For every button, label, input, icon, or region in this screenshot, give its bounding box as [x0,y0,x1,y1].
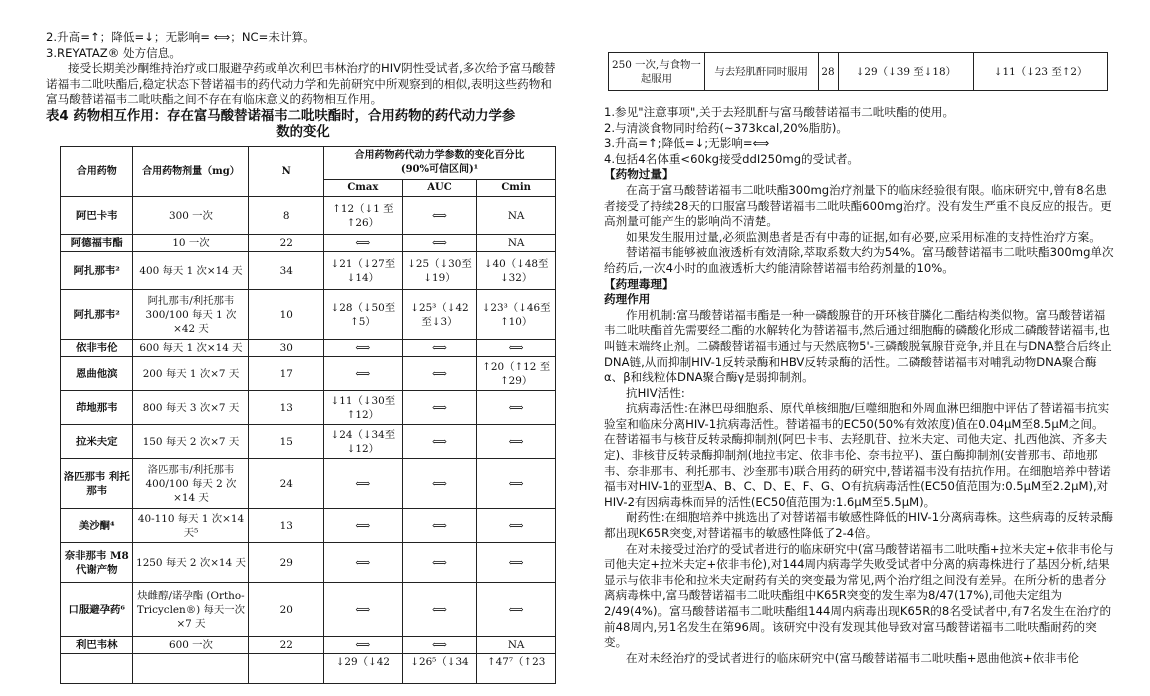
cell-drug: 阿德福韦酯 [61,235,133,252]
cell-cutoff-1 [133,654,249,684]
cell-dose: 600 每天 1 次×14 天 [133,340,249,357]
cell-drug: 阿扎那韦² [61,290,133,340]
cell-cmin: ↓40（↓48至↓32） [477,252,556,290]
cell-auc: ⟺ [402,197,477,235]
cell-n: 22 [249,235,324,252]
cell-cmin: ⟺ [477,459,556,509]
cell-auc: ↓25³（↓42 至↓3） [402,290,477,340]
header-cmin: Cmin [477,180,556,197]
cell-n: 29 [249,543,324,583]
right-paragraph: 抗HIV活性: [626,385,685,400]
cell-cutoff-4: ↓26⁵（↓34 [402,654,477,684]
right-paragraph: 2.与清淡食物同时给药(~373kcal,20%脂肪)。 [604,120,848,135]
cell-dose: 300 一次 [133,197,249,235]
header-auc: AUC [402,180,477,197]
interaction-table-continued [608,52,1108,91]
header-change [324,147,556,180]
table-row [61,543,556,583]
table-row [61,197,556,235]
cell-drug: 利巴韦林 [61,637,133,654]
right-paragraph: 【药理毒理】 [604,276,674,291]
header-ci-text: (90%可信区间)¹ [400,164,479,175]
right-paragraph: 耐药性:在细胞培养中挑选出了对替诺福韦敏感性降低的HIV-1分离病毒株。这些病毒的反转录酶都出现K65R突变,对替诺福韦的敏感性降低了2-4倍。 [604,510,1114,541]
cell-dose: 洛匹那韦/利托那韦 400/100 每天 2 次×14 天 [133,459,249,509]
cell-n: 15 [249,425,324,459]
cont-n: 28 [818,53,838,91]
cell-n: 24 [249,459,324,509]
right-text-block [604,105,1114,666]
cell-dose: 炔雌醇/诺孕酯 (Ortho-Tricyclen®) 每天一次×7 天 [133,583,249,637]
cell-auc: ⟺ [402,357,477,391]
cell-cmax: ⟺ [324,459,403,509]
table-4-title-line1: 表4 药物相互作用：存在富马酸替诺福韦二吡呋酯时，合用药物的药代动力学参 [46,108,516,124]
cell-n: 8 [249,197,324,235]
cell-cutoff-0 [61,654,133,684]
header-dose: 合用药物剂量（mg） [133,147,249,197]
cell-auc: ⟺ [402,235,477,252]
cell-cmin: ⟺ [477,543,556,583]
cell-n: 30 [249,340,324,357]
cell-cmin: ⟺ [477,391,556,425]
cell-cmax: ⟺ [324,543,403,583]
cell-cutoff-3: ↓29（↓42 [324,654,403,684]
cell-cmin: ⟺ [477,583,556,637]
cell-cmin: ↓23³（↓46至↑10） [477,290,556,340]
cell-cutoff-5: ↑47⁷（↑23 [477,654,556,684]
cell-drug: 阿扎那韦² [61,252,133,290]
cell-dose: 600 一次 [133,637,249,654]
table-4-title-line2: 数的变化 [276,124,330,140]
cell-dose: 400 每天 1 次×14 天 [133,252,249,290]
table-row [61,340,556,357]
cell-n: 13 [249,509,324,543]
cell-cmin: ↑20（↑12 至↑29） [477,357,556,391]
note-2: 2.升高=↑；降低=↓；无影响= ⟺；NC=未计算。 [46,30,315,44]
cell-cmax: ⟺ [324,357,403,391]
cell-auc: ⟺ [402,543,477,583]
cell-drug: 口服避孕药⁶ [61,583,133,637]
cell-drug: 洛匹那韦 利托那韦 [61,459,133,509]
table-row [61,235,556,252]
table-row [61,290,556,340]
table-row [61,509,556,543]
cell-dose: 10 一次 [133,235,249,252]
header-change-text: 合用药物药代动力学参数的变化百分比 [354,150,525,161]
table-row-cutoff [61,654,556,684]
cell-cmin: ⟺ [477,425,556,459]
cell-drug: 阿巴卡韦 [61,197,133,235]
table-row [61,637,556,654]
cell-cmin: NA [477,197,556,235]
cell-cmax: ↓24（↓34至↓12） [324,425,403,459]
cell-drug: 茚地那韦 [61,391,133,425]
cell-cmax: ↓21（↓27至↓14） [324,252,403,290]
cell-cmin: NA [477,637,556,654]
cell-auc: ⟺ [402,583,477,637]
cell-n: 34 [249,252,324,290]
right-paragraph: 抗病毒活性:在淋巴母细胞系、原代单核细胞/巨噬细胞和外周血淋巴细胞中评估了替诺福韦抗实验室和临床分离HIV-1抗病毒活性。替诺福韦的EC50(50%有效浓度)值在0.04μM至8.5μM之间。在替诺福韦与核苷反转录酶抑制剂(阿巴卡韦、去羟肌苷、拉米夫定、司他夫定、扎西他滨、齐多夫定)、非核苷反转录酶抑制剂(地拉韦定、依非韦伦、奈韦拉平)、蛋白酶抑制剂(安普那韦、茚地那韦、奈非那韦、利托那韦、沙奎那韦)联合用药的研究中,替诺福韦没有拮抗作用。在细胞培养中替诺福韦对HIV-1的亚型A、B、C、D、E、F、G、O有抗病毒活性(EC50值范围为:0.5μM至2.2μM),对HIV-2有因病毒株而异的活性(EC50值范围为:1.6μM至5.5μM)。 [604,401,1111,509]
header-drug: 合用药物 [61,147,133,197]
cell-dose: 200 每天 1 次×7 天 [133,357,249,391]
header-cmax: Cmax [324,180,403,197]
cell-drug: 恩曲他滨 [61,357,133,391]
cont-c2: ↓11（↓23 至↑2） [974,53,1108,91]
cell-cmin: NA [477,235,556,252]
cell-dose: 阿扎那韦/利托那韦 300/100 每天 1 次×42 天 [133,290,249,340]
right-paragraph: 4.包括4名体重<60kg接受ddI250mg的受试者。 [604,151,860,166]
header-n: N [249,147,324,197]
right-paragraph: 【药物过量】 [604,167,674,182]
cell-cutoff-2 [249,654,324,684]
table-4-title [46,109,560,141]
cell-auc: ⟺ [402,425,477,459]
cell-n: 20 [249,583,324,637]
cell-auc: ⟺ [402,637,477,654]
cell-cmin: ⟺ [477,509,556,543]
cont-c1: ↓29（↓39 至↓18） [838,53,974,91]
cont-with: 与去羟肌酐同时服用 [704,53,818,91]
cell-cmin: ⟺ [477,340,556,357]
cell-auc: ↓25（↓30至↓19） [402,252,477,290]
right-paragraph: 替诺福韦能够被血液透析有效清除,萃取系数大约为54%。富马酸替诺福韦二吡呋酯300mg单次给药后,一次4小时的血液透析大约能清除替诺福韦给药剂量的10%。 [604,245,1114,275]
right-paragraph: 在高于富马酸替诺福韦二吡呋酯300mg治疗剂量下的临床经验很有限。临床研究中,曾有8名患者接受了持续28天的口服富马酸替诺福韦二吡呋酯600mg治疗。没有发生严重不良反应的报告。更高剂量可能产生的影响尚不清楚。 [604,182,1112,229]
cell-dose: 800 每天 3 次×7 天 [133,391,249,425]
interaction-table [60,146,556,684]
cell-auc: ⟺ [402,459,477,509]
right-paragraph: 在对未接受过治疗的受试者进行的临床研究中(富马酸替诺福韦二吡呋酯+拉米夫定+依非韦伦与司他夫定+拉米夫定+依非韦伦),对144周内病毒学失败受试者中分离的病毒株进行了基因分析,结果显示与依非韦伦和拉米夫定耐药有关的突变最为常见,两个治疗组之间没有差异。在所分析的患者分离病毒株中,富马酸替诺福韦二吡呋酯组中K65R突变的发生率为8/47(17%),司他夫定组为2/49(4%)。富马酸替诺福韦二吡呋酯组144周内病毒出现K65R的8名受试者中,有7名发生在治疗的前48周内,另1名发生在第96周。该研究中没有发现其他导致对富马酸替诺福韦二吡呋酯耐药的突变。 [604,541,1114,650]
right-paragraph: 作用机制:富马酸替诺福韦酯是一种一磷酸腺苷的开环核苷膦化二酯结构类似物。富马酸替诺福韦二吡呋酯首先需要经二酯的水解转化为替诺福韦,然后通过细胞酶的磷酸化形成二磷酸替诺福韦,也叫链末端终止剂。二磷酸替诺福韦通过与天然底物5'-三磷酸脱氧腺苷竞争,并且在与DNA整合后终止DNA链,从而抑制HIV-1反转录酶和HBV反转录酶的活性。二磷酸替诺福韦对哺乳动物DNA聚合酶α、β和线粒体DNA聚合酶γ是弱抑制剂。 [604,307,1112,385]
cell-cmax: ⟺ [324,637,403,654]
right-paragraph: 1.参见"注意事项",关于去羟肌酐与富马酸替诺福韦二吡呋酯的使用。 [604,105,955,119]
cell-cmax: ⟺ [324,340,403,357]
cell-drug: 美沙酮⁴ [61,509,133,543]
note-3: 3.REYATAZ® 处方信息。 [46,45,181,60]
table-row [61,391,556,425]
table-row [61,252,556,290]
cell-cmax: ⟺ [324,583,403,637]
cell-cmax: ↑12（↓1 至↑26） [324,197,403,235]
cell-drug: 奈非那韦 M8代谢产物 [61,543,133,583]
cell-dose: 40-110 每天 1 次×14天⁵ [133,509,249,543]
table-row [61,583,556,637]
table-row [61,459,556,509]
table-row [61,425,556,459]
cell-cmax: ⟺ [324,235,403,252]
cell-dose: 1250 每天 2 次×14 天 [133,543,249,583]
cell-drug: 依非韦伦 [61,340,133,357]
cell-n: 13 [249,391,324,425]
cell-cmax: ⟺ [324,509,403,543]
cell-n: 10 [249,290,324,340]
right-column [604,0,1114,666]
cell-n: 22 [249,637,324,654]
right-paragraph: 3.升高=↑;降低=↓;无影响=⟺ [604,136,770,151]
cell-cmax: ↓11（↓30至↑12） [324,391,403,425]
right-paragraph: 如果发生服用过量,必须监测患者是否有中毒的证据,如有必要,应采用标准的支持性治疗方案。 [626,229,1101,244]
right-paragraph: 在对未经治疗的受试者进行的临床研究中(富马酸替诺福韦二吡呋酯+恩曲他滨+依非韦伦 [626,650,1079,665]
cell-auc: ⟺ [402,509,477,543]
intro-paragraph: 接受长期美沙酮维持治疗或口服避孕药或单次利巴韦林治疗的HIV阴性受试者,多次给予富马酸替诺福韦二吡呋酯后,稳定状态下替诺福韦的药代动力学和先前研究中所观察到的相似,表明这些药物和富马酸替诺福韦二吡呋酯之间不存在有临床意义的药物相互作用。 [46,61,556,107]
cell-auc: ⟺ [402,391,477,425]
cont-dose: 250 一次,与食物一起服用 [609,53,705,91]
cell-auc: ⟺ [402,340,477,357]
table-row [61,357,556,391]
cell-cmax: ↓28（↓50至↑5） [324,290,403,340]
cell-n: 17 [249,357,324,391]
right-paragraph: 药理作用 [604,292,651,307]
cell-dose: 150 每天 2 次×7 天 [133,425,249,459]
cell-drug: 拉米夫定 [61,425,133,459]
